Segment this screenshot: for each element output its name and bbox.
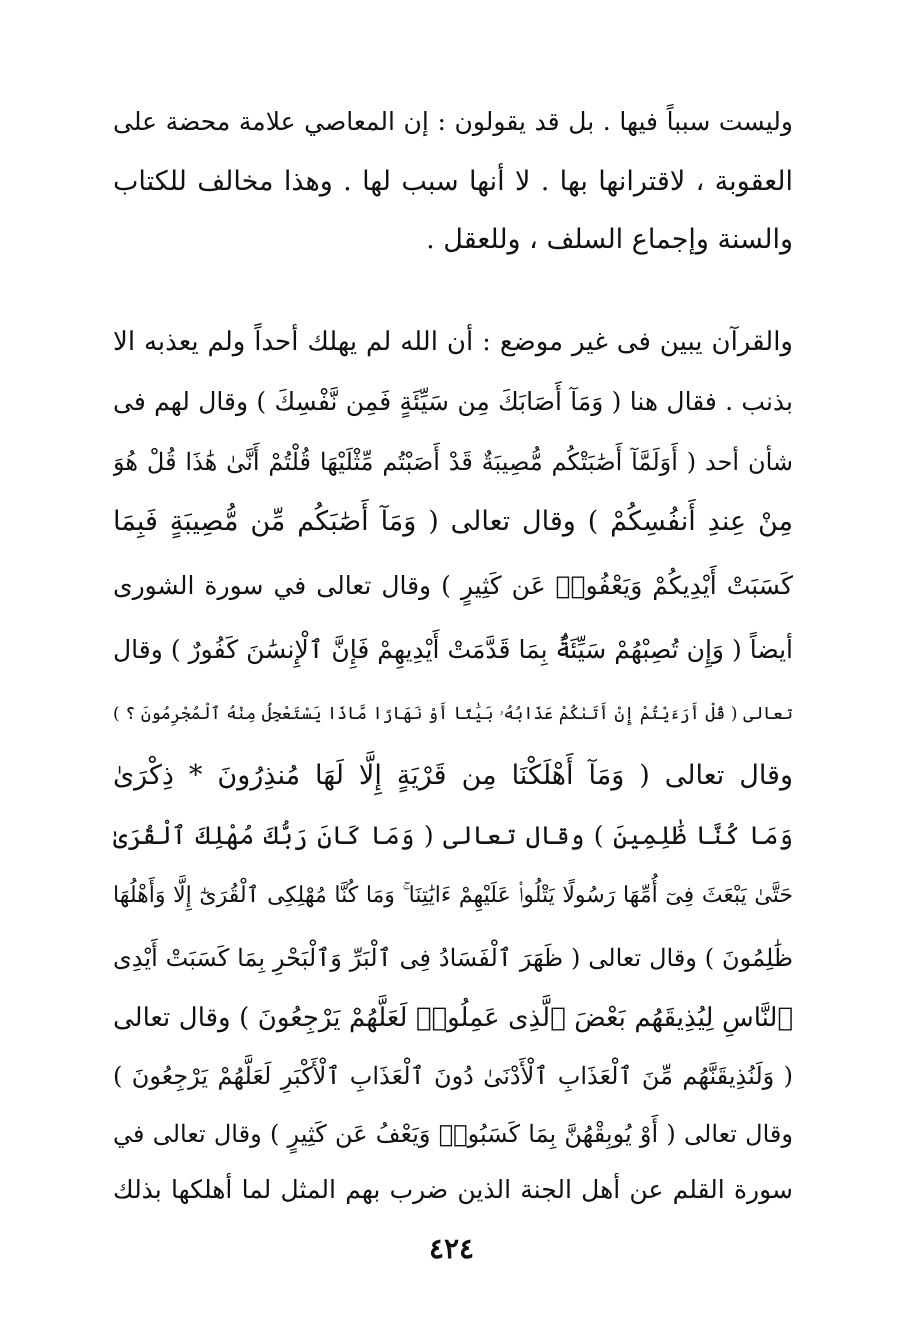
text-line-10: تعالى ( قُلْ أَرَءَيْتُمْ إِنْ أَتَىٰكُمْ عَذَابُهُۥ بَيَٰتًا أَوْ نَهَارًا مَّاذَا يَسْتَعْجِلُ مِنْهُ ٱلْمُجْرِمُونَ ؟ ) <box>113 704 793 724</box>
text-line-12: وَمَا كُنَّا ظَٰلِمِينَ ) وقال تعالى ( وَمَا كَانَ رَبُّكَ مُهْلِكَ ٱلْقُرَىٰ <box>113 821 793 850</box>
text-line-8: كَسَبَتْ أَيْدِيكُمْ وَيَعْفُوا۟ عَن كَثِيرٍ ) وقال تعالى في سورة الشورى <box>113 571 793 600</box>
text-line-11: وقال تعالى ( وَمَآ أَهْلَكْنَا مِن قَرْيَةٍ إِلَّا لَهَا مُنذِرُونَ * ذِكْرَىٰ <box>113 760 793 791</box>
text-line-15: ٱلنَّاسِ لِيُذِيقَهُم بَعْضَ ٱلَّذِى عَمِلُوا۟ لَعَلَّهُمْ يَرْجِعُونَ ) وقال تعالى <box>113 1003 793 1033</box>
text-line-17: وقال تعالى ( أَوْ يُوبِقْهُنَّ بِمَا كَسَبُوا۟ وَيَعْفُ عَن كَثِيرٍ ) وقال تعالى في <box>113 1120 793 1148</box>
text-line-9: أيضاً ( وَإِن تُصِبْهُمْ سَيِّئَةٌۢ بِمَا قَدَّمَتْ أَيْدِيهِمْ فَإِنَّ ٱلْإِنسَٰنَ كَفُورٌ ) وقال <box>113 635 793 664</box>
text-line-4: والقرآن يبين فى غير موضع : أن الله لم يهلك أحداً ولم يعذبه الا <box>113 327 793 357</box>
text-line-3: والسنة وإجماع السلف ، وللعقل . <box>426 224 793 255</box>
text-line-18: سورة القلم عن أهل الجنة الذين ضرب بهم المثل لما أهلكها بذلك <box>113 1175 793 1204</box>
text-line-16: ( وَلَنُذِيقَنَّهُم مِّنَ ٱلْعَذَابِ ٱلْأَدْنَىٰ دُونَ ٱلْعَذَابِ ٱلْأَكْبَرِ لَعَلَّهُمْ يَرْجِعُونَ ) <box>113 1062 793 1090</box>
text-line-7: مِنْ عِندِ أَنفُسِكُمْ ) وقال تعالى ( وَمَآ أَصَٰبَكُم مِّن مُّصِيبَةٍ فَبِمَا <box>113 506 793 537</box>
text-line-13: حَتَّىٰ يَبْعَثَ فِىٓ أُمِّهَا رَسُولًا يَتْلُوا۟ عَلَيْهِمْ ءَايَٰتِنَا ۚ وَمَا كُنَّا مُهْلِكِى ٱلْقُرَىٰٓ إِلَّا وَأَهْلُهَا <box>113 883 793 908</box>
text-line-1: وليست سبباً فيها . بل قد يقولون : إن المعاصي علامة محضة على <box>113 107 793 136</box>
text-line-6: شأن أحد ( أَوَلَمَّآ أَصَٰبَتْكُم مُّصِيبَةٌ قَدْ أَصَبْتُم مِّثْلَيْهَا قُلْتُمْ أَنَّىٰ هَٰذَا قُلْ هُوَ <box>113 448 793 476</box>
text-line-14: ظَٰلِمُونَ ) وقال تعالى ( ظَهَرَ ٱلْفَسَادُ فِى ٱلْبَرِّ وَٱلْبَحْرِ بِمَا كَسَبَتْ أَيْدِى <box>113 944 793 972</box>
text-line-2: العقوبة ، لاقترانها بها . لا أنها سبب لها . وهذا مخالف للكتاب <box>113 166 793 197</box>
text-line-5: بذنب . فقال هنا ( وَمَآ أَصَابَكَ مِن سَيِّئَةٍ فَمِن نَّفْسِكَ ) وقال لهم فى <box>113 387 793 416</box>
page-number: ٤٢٤ <box>428 1232 475 1265</box>
